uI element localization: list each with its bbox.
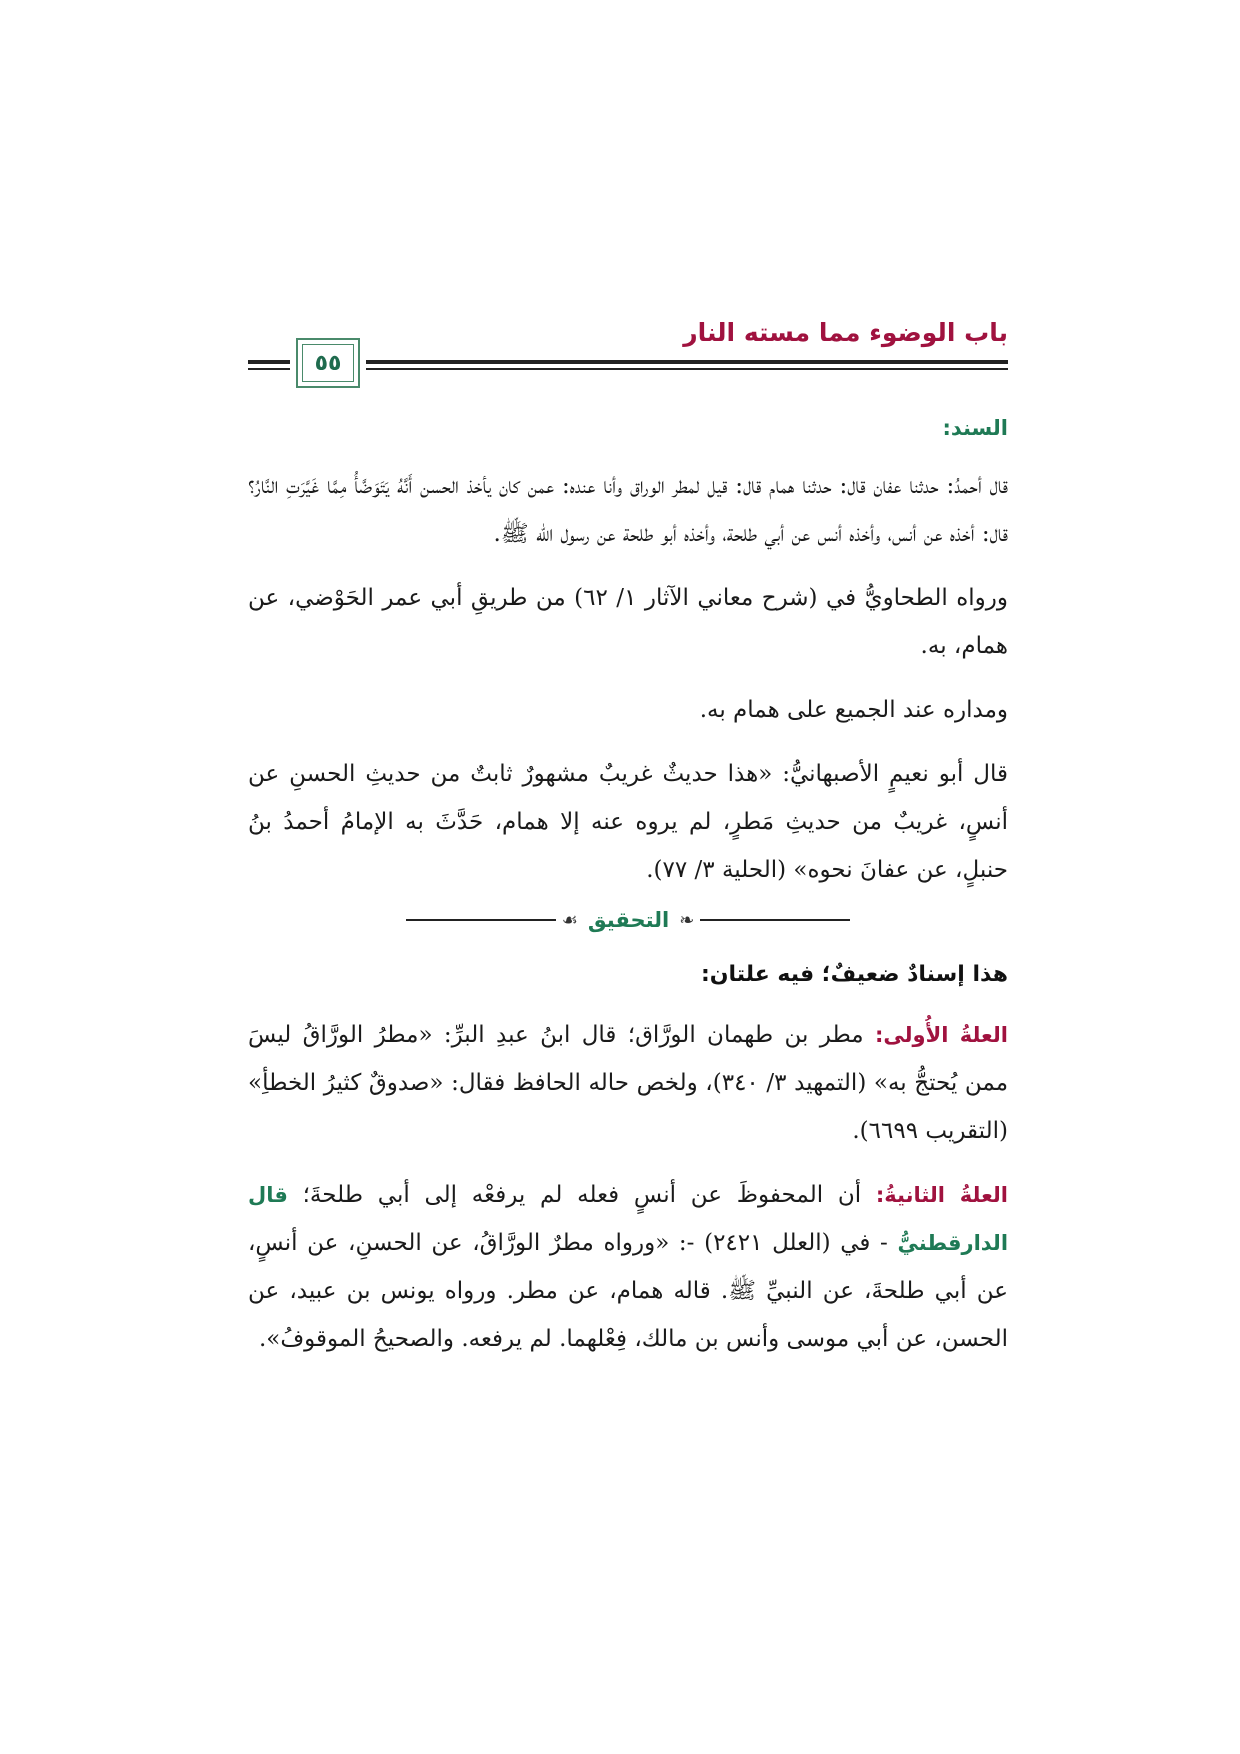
sanad-paragraph-2: ورواه الطحاويُّ في (شرح معاني الآثار ١/ ٦٢) من طريقِ أبي عمر الحَوْضي، عن همام، به. <box>248 585 1008 659</box>
header-rule-right <box>366 360 1008 370</box>
spacer <box>248 1155 1008 1171</box>
page-number: ٥٥ <box>314 350 342 376</box>
illa-2-paragraph <box>248 1171 1008 1363</box>
sanad-paragraph-3: ومداره عند الجميع على همام به. <box>699 697 1008 723</box>
sanad-heading-text: السند: <box>942 416 1008 440</box>
spacer <box>248 670 1008 686</box>
divider-line-right <box>700 919 850 921</box>
spacer <box>248 734 1008 750</box>
illa-1-text: مطر بن طهمان الورَّاق؛ قال ابنُ عبدِ البرِّ: «مطرُ الورَّاقُ ليسَ ممن يُحتجُّ به» (التمهيد ٣/ ٣٤٠)، ولخص حاله الحافظ فقال: «صدوقٌ كثيرُ الخطأِ» (التقريب ٦٦٩٩). <box>248 1022 1009 1144</box>
chapter-title: باب الوضوء مما مسته النار <box>683 318 1008 347</box>
illa-1-paragraph <box>248 1011 1008 1155</box>
spacer <box>248 999 1008 1011</box>
tahqiq-intro <box>248 950 1008 999</box>
illa-2-label: العلةُ الثانيةُ: <box>875 1183 1009 1207</box>
spacer <box>248 452 1008 462</box>
page-content <box>248 404 1008 1363</box>
divider-ornament-icon: ❧ <box>679 909 695 931</box>
divider-ornament-icon: ☙ <box>561 909 578 931</box>
sanad-paragraph-1: قال أحمدُ: حدثنا عفان قال: حدثنا همام قال: قيل لمطر الوراق وأنا عنده: عمن كان يأخذ الحسن أَنَّهُ يَتَوَضَّأُ مِمَّا غَيَّرَتِ النَّارُ؟ قال: أخذه عن أنس، وأخذه أنس عن أبي طلحة، وأخذه أبو طلحة عن رسول الله ﷺ. <box>248 473 1008 547</box>
illa-2-daraqutni: قال الدارقطنيُّ <box>248 1183 1009 1255</box>
tahqiq-intro-text: هذا إسنادٌ ضعيفٌ؛ فيه علتان: <box>700 962 1008 987</box>
sanad-paragraph-4: قال أبو نعيمٍ الأصبهانيُّ: «هذا حديثٌ غريبٌ مشهورٌ ثابتٌ من حديثِ الحسنِ عن أنسٍ، غريبٌ من حديثِ مَطرٍ، لم يروه عنه إلا همام، حَدَّثَ به الإمامُ أحمدُ بنُ حنبلٍ، عن عفانَ نحوه» (الحلية ٣/ ٧٧). <box>248 761 1008 883</box>
divider-line-left <box>406 919 556 921</box>
illa-2-text-a: أن المحفوظَ عن أنسٍ فعله لم يرفعْه إلى أبي طلحةَ؛ <box>302 1182 862 1208</box>
illa-1-label: العلةُ الأُولى: <box>874 1023 1008 1047</box>
spacer <box>248 558 1008 574</box>
illa-2-text-b: - في (العلل ٢٤٢١) -: «ورواه مطرٌ الورَّاقُ، عن الحسنِ، عن أنسٍ، عن أبي طلحةَ، عن النبيِّ ﷺ. قاله همام، عن مطر. ورواه يونس بن عبيد، عن الحسن، عن أبي موسى وأنس بن مالك، فِعْلهما. لم يرفعه. والصحيحُ الموقوفُ». <box>248 1230 1008 1352</box>
page-header <box>248 318 1008 388</box>
page-number-badge <box>296 338 360 388</box>
section-divider <box>248 898 1008 942</box>
sanad-heading <box>248 404 1008 452</box>
header-rule-left <box>248 360 290 370</box>
tahqiq-heading: التحقيق <box>587 908 670 932</box>
